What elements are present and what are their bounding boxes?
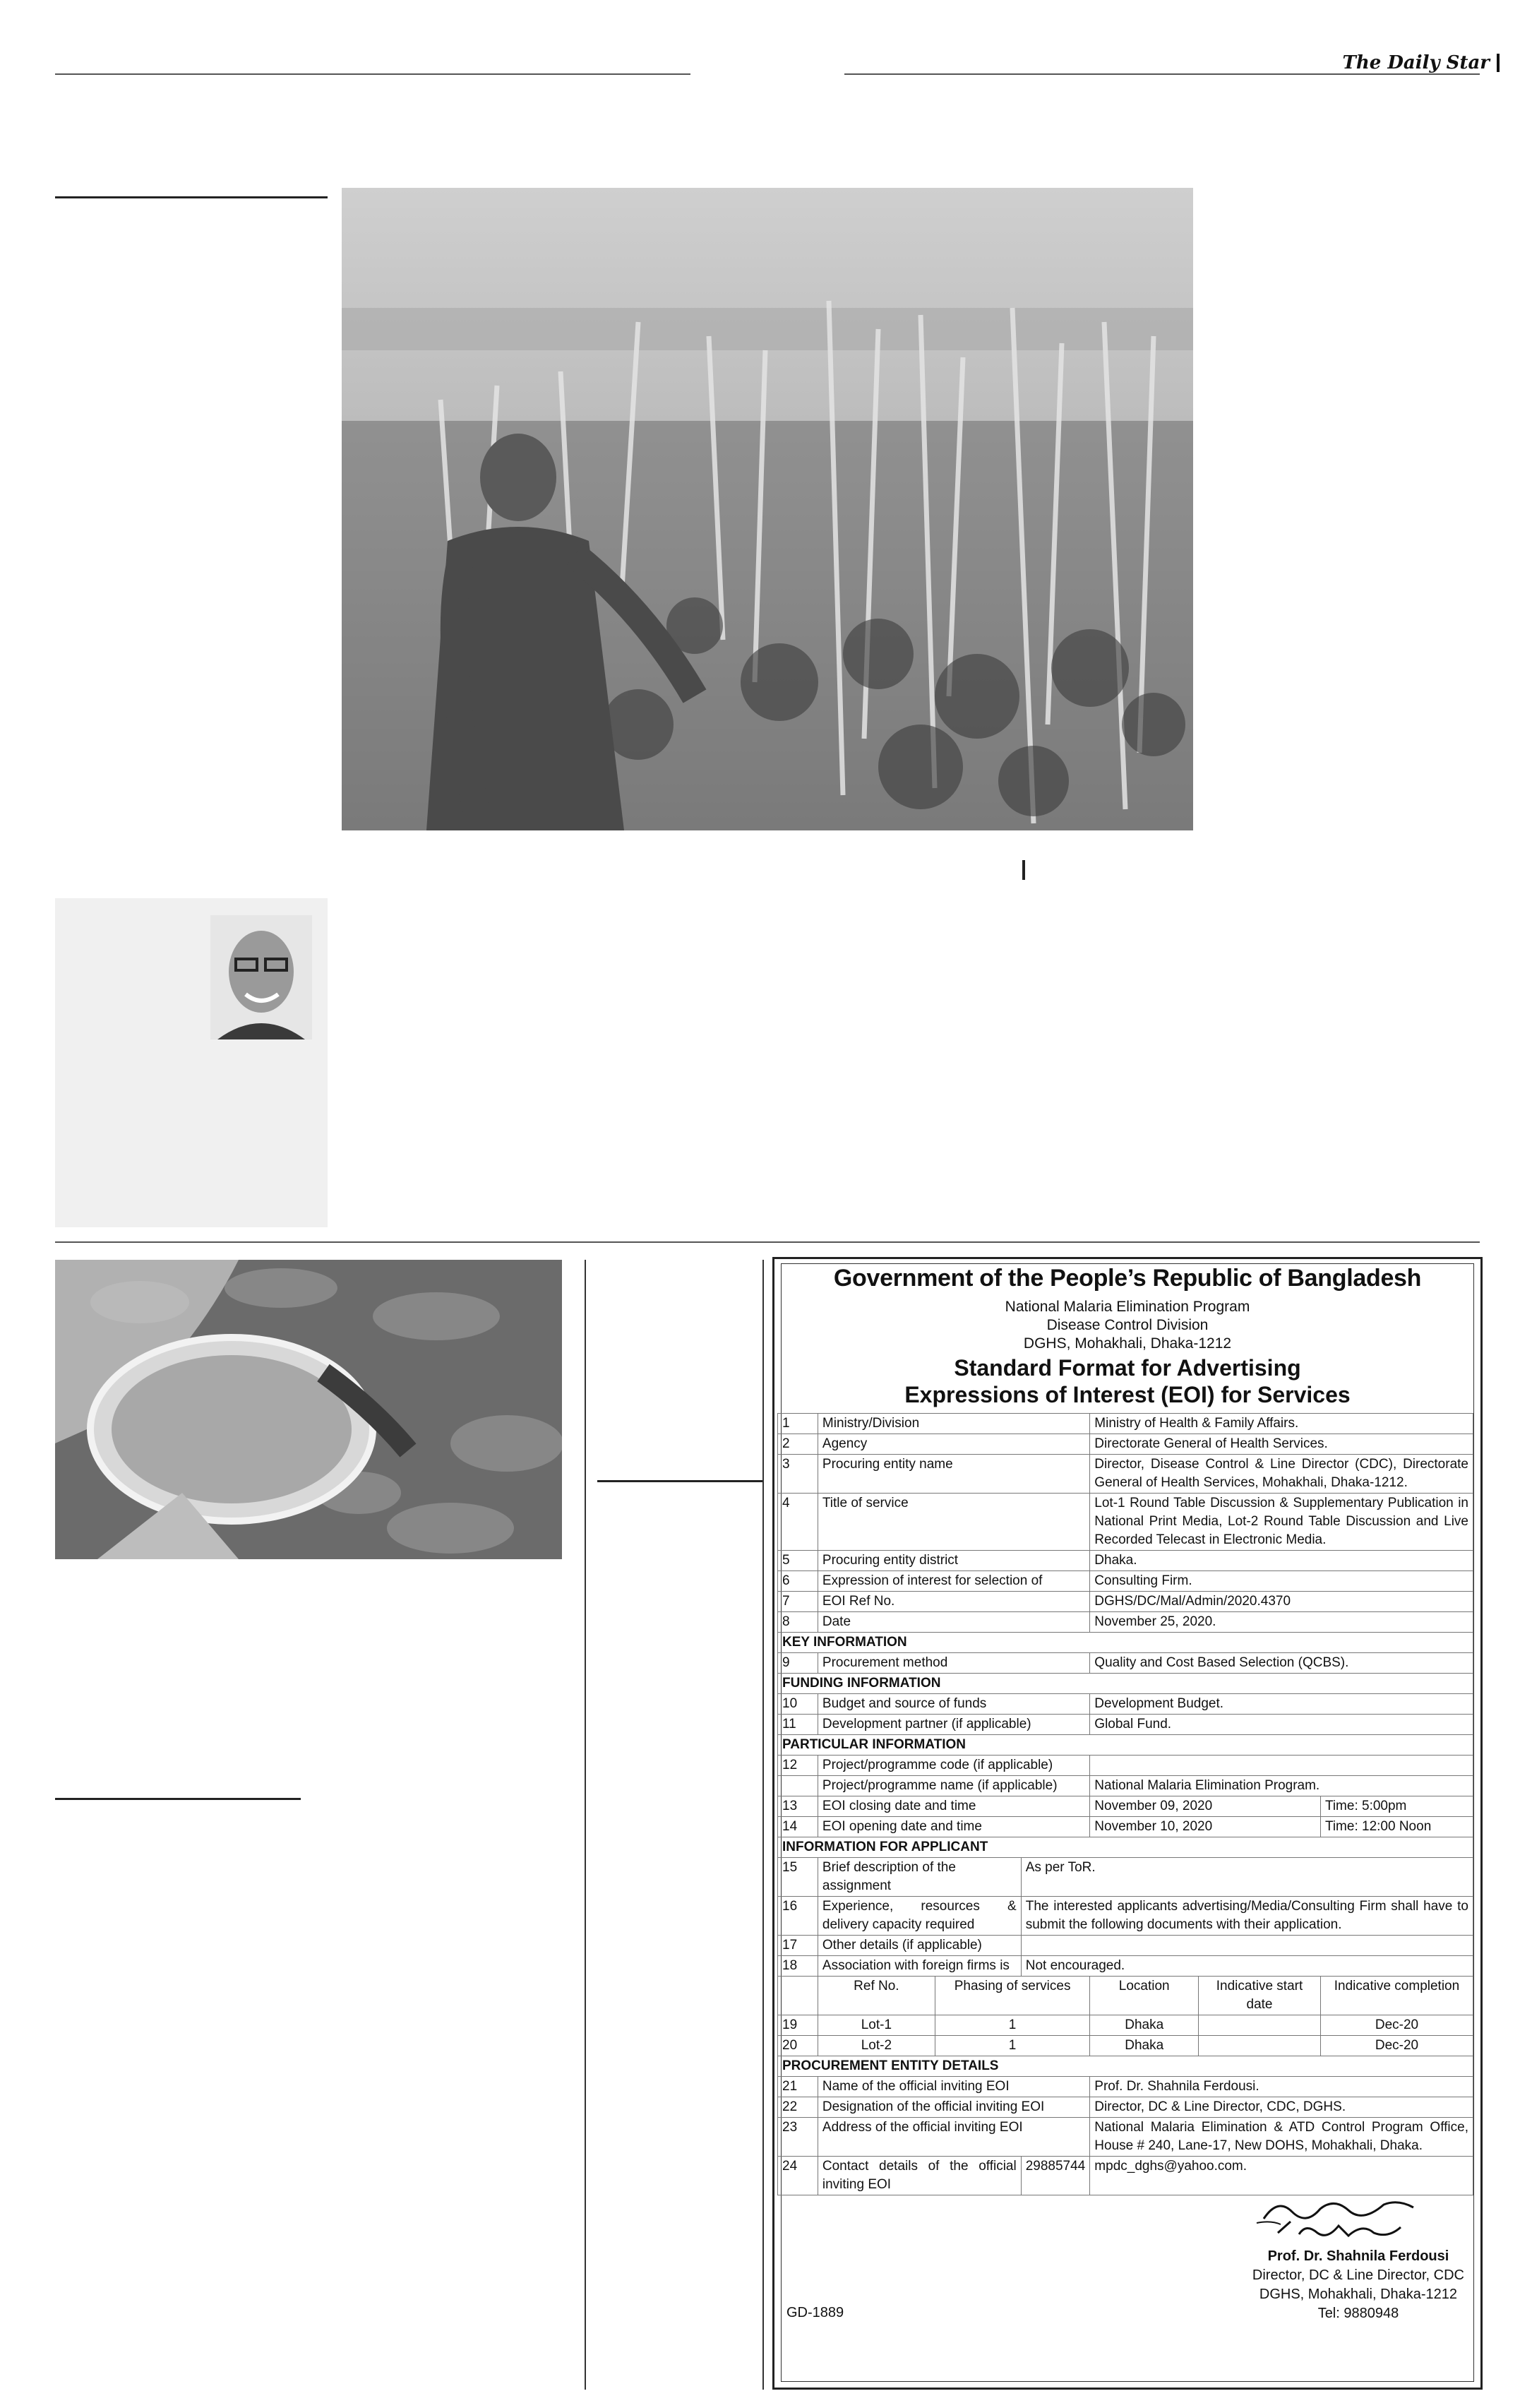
signatory-title: Director, DC & Line Director, CDC	[1252, 2267, 1464, 2283]
section-header-row	[778, 1837, 1473, 1858]
row-number: 2	[778, 1434, 818, 1455]
ad-address: DGHS, Mohakhali, Dhaka-1212	[1023, 1335, 1232, 1352]
row-label: Name of the official inviting EOI	[818, 2077, 1089, 2097]
col-header-completion: Indicative completion	[1320, 1977, 1473, 2015]
mid-rule	[55, 1241, 1480, 1243]
section-header: INFORMATION FOR APPLICANT	[778, 1837, 1473, 1858]
row-label: Address of the official inviting EOI	[818, 2118, 1089, 2157]
masthead-logo: The Daily Star	[1342, 52, 1490, 73]
section-header-row	[778, 1735, 1473, 1756]
farmer-photo	[342, 188, 1193, 830]
caption-marker	[1022, 860, 1025, 880]
row-phone: 29885744	[1021, 2157, 1090, 2195]
top-rule-right	[844, 73, 1480, 75]
table-row	[778, 1434, 1473, 1455]
signatory-address: DGHS, Mohakhali, Dhaka-1212	[1259, 2287, 1458, 2302]
row-label: Contact details of the official inviting EOI	[818, 2157, 1021, 2195]
row-number: 6	[778, 1571, 818, 1592]
table-row	[778, 1715, 1473, 1735]
row-label: Agency	[818, 1434, 1089, 1455]
row-value: Ministry of Health & Family Affairs.	[1090, 1414, 1473, 1434]
row-number: 7	[778, 1592, 818, 1612]
row-start-date	[1199, 2036, 1321, 2056]
row-completion: Dec-20	[1320, 2036, 1473, 2056]
row-location: Dhaka	[1090, 2015, 1199, 2036]
row-value: The interested applicants advertising/Media/Consulting Firm shall have to submit the following documents with their application.	[1021, 1897, 1473, 1936]
row-number: 5	[778, 1551, 818, 1571]
row-number: 10	[778, 1694, 818, 1715]
row-number: 9	[778, 1653, 818, 1674]
table-row	[778, 1612, 1473, 1633]
row-time: Time: 5:00pm	[1320, 1796, 1473, 1817]
table-row	[778, 1796, 1473, 1817]
row-label: EOI opening date and time	[818, 1817, 1089, 1837]
row-label: Ministry/Division	[818, 1414, 1089, 1434]
row-number: 4	[778, 1494, 818, 1551]
row-number: 24	[778, 2157, 818, 2195]
row-value	[1090, 1756, 1473, 1776]
row-number: 15	[778, 1858, 818, 1897]
row-value: DGHS/DC/Mal/Admin/2020.4370	[1090, 1592, 1473, 1612]
row-label: Project/programme code (if applicable)	[818, 1756, 1089, 1776]
row-date: November 09, 2020	[1090, 1796, 1321, 1817]
ad-program-name: National Malaria Elimination Program	[1005, 1299, 1250, 1315]
section-rule-left	[55, 196, 328, 198]
col-header-location: Location	[1090, 1977, 1199, 2015]
table-row	[778, 1776, 1473, 1796]
row-number: 8	[778, 1612, 818, 1633]
section-header: PROCUREMENT ENTITY DETAILS	[778, 2056, 1473, 2077]
section-header-row	[778, 2056, 1473, 2077]
row-value: National Malaria Elimination & ATD Control Program Office, House # 240, Lane-17, New DOHS, Mohakhali, Dhaka.	[1090, 2118, 1473, 2157]
table-row	[778, 2077, 1473, 2097]
row-number: 21	[778, 2077, 818, 2097]
column-divider-2	[762, 1260, 764, 2390]
row-value: Consulting Firm.	[1090, 1571, 1473, 1592]
row-number: 13	[778, 1796, 818, 1817]
ad-heading-eoi: Expressions of Interest (EOI) for Services	[904, 1382, 1351, 1407]
row-value: Not encouraged.	[1021, 1956, 1473, 1977]
table-row	[778, 2118, 1473, 2157]
section-header-row	[778, 1674, 1473, 1694]
ad-heading-standard-format: Standard Format for Advertising	[954, 1355, 1301, 1381]
table-row	[778, 1414, 1473, 1434]
row-number: 1	[778, 1414, 818, 1434]
col-header-phasing: Phasing of services	[935, 1977, 1089, 2015]
row-label: Experience, resources & delivery capacity required	[818, 1897, 1021, 1936]
row-value: November 25, 2020.	[1090, 1612, 1473, 1633]
table-row	[778, 2097, 1473, 2118]
table-row	[778, 1858, 1473, 1897]
row-number: 11	[778, 1715, 818, 1735]
table-row	[778, 1455, 1473, 1494]
row-value: Director, DC & Line Director, CDC, DGHS.	[1090, 2097, 1473, 2118]
table-row	[778, 2015, 1473, 2036]
row-label: Expression of interest for selection of	[818, 1571, 1089, 1592]
row-value: Dhaka.	[1090, 1551, 1473, 1571]
row-value: Director, Disease Control & Line Director (CDC), Directorate General of Health Services, Mohakhali, Dhaka-1212.	[1090, 1455, 1473, 1494]
row-label: EOI Ref No.	[818, 1592, 1089, 1612]
section-header: FUNDING INFORMATION	[778, 1674, 1473, 1694]
table-row	[778, 1897, 1473, 1936]
row-label: Procuring entity district	[818, 1551, 1089, 1571]
row-label: Title of service	[818, 1494, 1089, 1551]
handwritten-signature	[1250, 2183, 1433, 2243]
row-value: Prof. Dr. Shahnila Ferdousi.	[1090, 2077, 1473, 2097]
signatory-tel: Tel: 9880948	[1317, 2306, 1399, 2321]
table-row	[778, 1756, 1473, 1776]
section-rule-left-bottom	[55, 1798, 301, 1800]
row-label: Brief description of the assignment	[818, 1858, 1021, 1897]
row-label: Other details (if applicable)	[818, 1936, 1021, 1956]
row-value: As per ToR.	[1021, 1858, 1473, 1897]
row-email: mpdc_dghs@yahoo.com.	[1090, 2157, 1473, 2195]
eoi-table	[777, 1413, 1473, 2195]
row-value: Lot-1 Round Table Discussion & Supplementary Publication in National Print Media, Lot-2 Round Table Discussion and Live Recorded Telecast in Electronic Media.	[1090, 1494, 1473, 1551]
gd-number: GD-1889	[786, 2305, 844, 2320]
table-row	[778, 1551, 1473, 1571]
table-row	[778, 1494, 1473, 1551]
row-label: Association with foreign firms is	[818, 1956, 1021, 1977]
row-number: 23	[778, 2118, 818, 2157]
masthead-divider	[1497, 54, 1500, 72]
section-rule-mid	[597, 1480, 762, 1482]
section-header: KEY INFORMATION	[778, 1633, 1473, 1653]
row-label: Designation of the official inviting EOI	[818, 2097, 1089, 2118]
row-label: Project/programme name (if applicable)	[818, 1776, 1089, 1796]
section-header-row	[778, 1633, 1473, 1653]
row-completion: Dec-20	[1320, 2015, 1473, 2036]
signatory-block	[1252, 2247, 1464, 2323]
row-start-date	[1199, 2015, 1321, 2036]
row-phasing: 1	[935, 2036, 1089, 2056]
row-label: Procuring entity name	[818, 1455, 1089, 1494]
row-number: 16	[778, 1897, 818, 1936]
table-row	[778, 1936, 1473, 1956]
phasing-header-row	[778, 1977, 1473, 2015]
table-row	[778, 1571, 1473, 1592]
row-label: Budget and source of funds	[818, 1694, 1089, 1715]
row-number: 22	[778, 2097, 818, 2118]
signatory-name: Prof. Dr. Shahnila Ferdousi	[1267, 2248, 1449, 2264]
row-value: Quality and Cost Based Selection (QCBS).	[1090, 1653, 1473, 1674]
row-label: Procurement method	[818, 1653, 1089, 1674]
col-header-ref: Ref No.	[818, 1977, 935, 2015]
row-label: EOI closing date and time	[818, 1796, 1089, 1817]
table-row	[778, 1694, 1473, 1715]
table-row	[778, 1817, 1473, 1837]
table-row	[778, 1653, 1473, 1674]
columnist-portrait	[210, 915, 312, 1039]
row-time: Time: 12:00 Noon	[1320, 1817, 1473, 1837]
row-value	[1021, 1936, 1473, 1956]
table-row	[778, 1956, 1473, 1977]
row-location: Dhaka	[1090, 2036, 1199, 2056]
table-row	[778, 1592, 1473, 1612]
row-number	[778, 1977, 818, 2015]
row-number: 12	[778, 1756, 818, 1776]
ad-division-name: Disease Control Division	[1046, 1317, 1209, 1333]
row-value: Development Budget.	[1090, 1694, 1473, 1715]
table-row	[778, 2036, 1473, 2056]
seed-sowing-photo	[55, 1260, 562, 1559]
row-ref: Lot-2	[818, 2036, 935, 2056]
row-label: Development partner (if applicable)	[818, 1715, 1089, 1735]
row-ref: Lot-1	[818, 2015, 935, 2036]
row-phasing: 1	[935, 2015, 1089, 2036]
section-header: PARTICULAR INFORMATION	[778, 1735, 1473, 1756]
row-number: 3	[778, 1455, 818, 1494]
row-value: Global Fund.	[1090, 1715, 1473, 1735]
top-rule-left	[55, 73, 690, 75]
row-number: 17	[778, 1936, 818, 1956]
row-label: Date	[818, 1612, 1089, 1633]
row-number	[778, 1776, 818, 1796]
row-value: Directorate General of Health Services.	[1090, 1434, 1473, 1455]
col-header-start-date: Indicative start date	[1199, 1977, 1321, 2015]
row-number: 19	[778, 2015, 818, 2036]
column-divider-1	[585, 1260, 586, 2390]
row-number: 18	[778, 1956, 818, 1977]
row-number: 14	[778, 1817, 818, 1837]
row-number: 20	[778, 2036, 818, 2056]
row-date: November 10, 2020	[1090, 1817, 1321, 1837]
row-value: National Malaria Elimination Program.	[1090, 1776, 1473, 1796]
ad-title: Government of the People’s Republic of Bangladesh	[833, 1265, 1422, 1292]
